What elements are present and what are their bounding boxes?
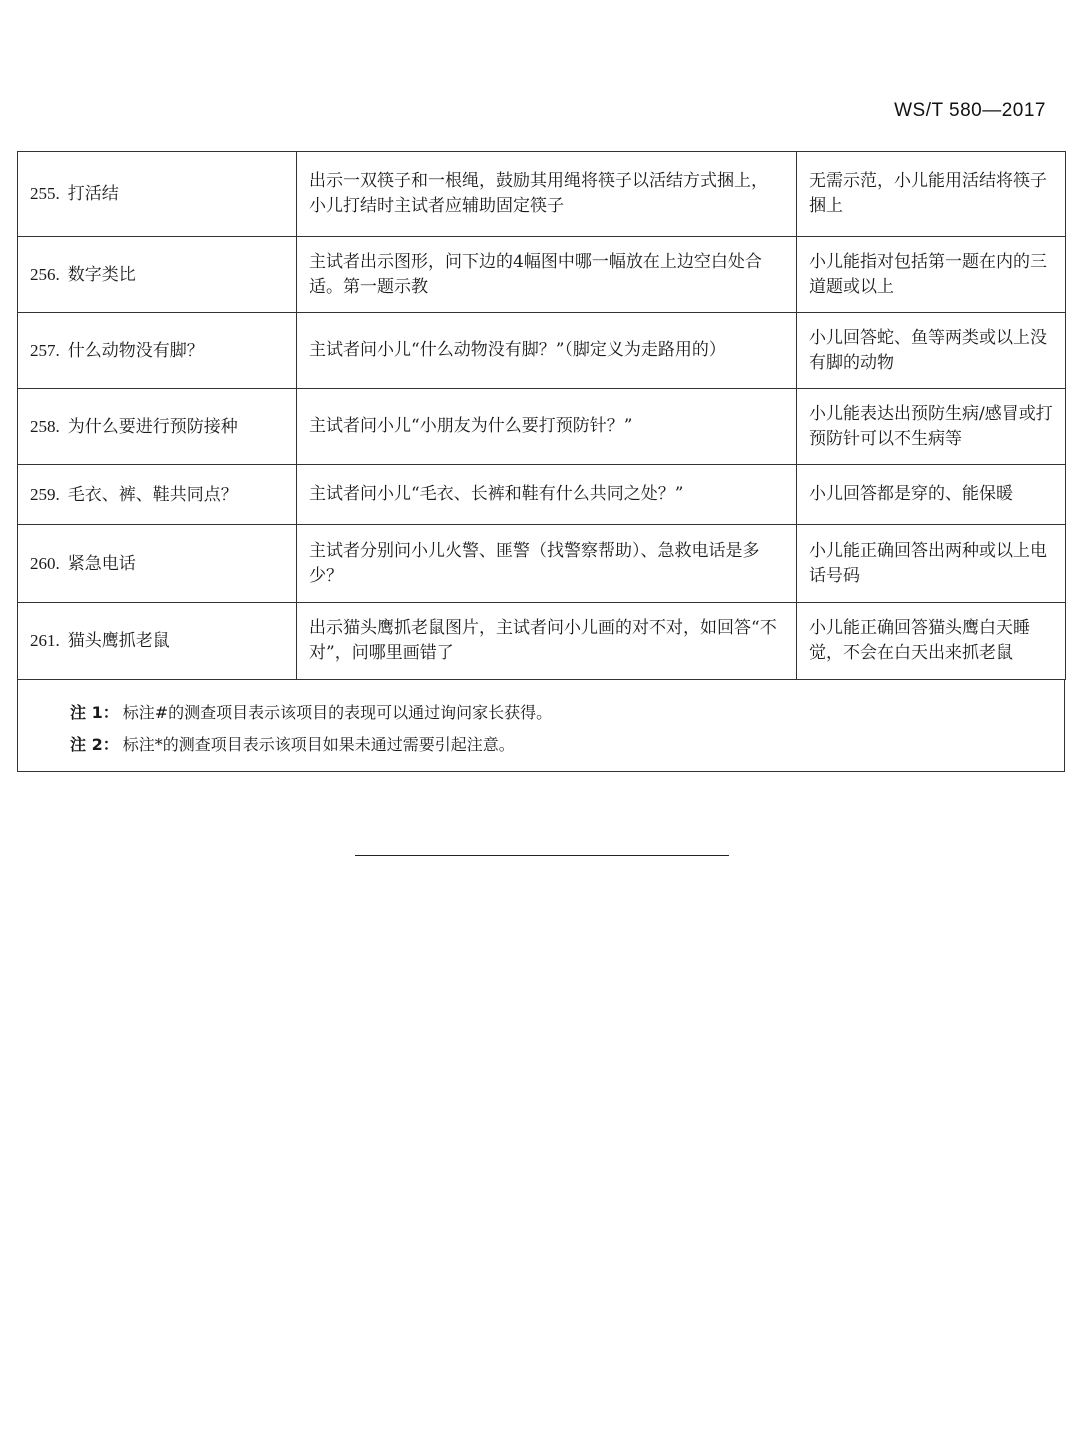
item-name: 为什么要进行预防接种 [67,416,238,437]
pass-criteria-cell: 小儿回答蛇、鱼等两类或以上没有脚的动物 [797,313,1066,389]
table-notes [17,680,1065,772]
item-number: 258. [30,416,60,436]
item-number: 256. [30,264,60,284]
end-of-document-rule [355,855,729,856]
item-name-cell [18,525,297,603]
item-name: 紧急电话 [67,553,136,574]
table-row [18,389,1066,465]
item-name: 数字类比 [67,264,136,285]
item-name: 什么动物没有脚？ [67,340,204,361]
table-row [18,237,1066,313]
item-number: 257. [30,340,60,360]
pass-criteria-cell: 小儿能正确回答猫头鹰白天睡觉，不会在白天出来抓老鼠 [797,603,1066,680]
note-label: 注 2： [70,735,119,754]
note-text: 标注*的测查项目表示该项目如果未通过需要引起注意。 [122,735,515,754]
item-name-cell [18,152,297,237]
item-name-cell [18,465,297,525]
test-method-cell: 出示猫头鹰抓老鼠图片，主试者问小儿画的对不对，如回答“不对”，问哪里画错了 [297,603,797,680]
item-name-cell [18,313,297,389]
table-row [18,465,1066,525]
item-number: 259. [30,484,60,504]
pass-criteria-cell: 小儿回答都是穿的、能保暖 [797,465,1066,525]
note-label: 注 1： [70,703,119,722]
test-method-cell: 主试者问小儿“什么动物没有脚？”（脚定义为走路用的） [297,313,797,389]
items-table-grid [17,151,1066,680]
test-items-table [17,151,1065,772]
pass-criteria-cell: 小儿能表达出预防生病/感冒或打预防针可以不生病等 [797,389,1066,465]
document-code: WS/T 580—2017 [894,100,1046,121]
item-number: 261. [30,631,60,650]
test-method-cell: 主试者问小儿“小朋友为什么要打预防针？” [297,389,797,465]
item-name: 打活结 [67,184,119,204]
note-line [70,729,1064,761]
pass-criteria-cell: 小儿能指对包括第一题在内的三道题或以上 [797,237,1066,313]
table-row [18,152,1066,237]
test-method-cell: 主试者分别问小儿火警、匪警（找警察帮助）、急救电话是多少？ [297,525,797,603]
item-name: 猫头鹰抓老鼠 [67,631,170,651]
test-method-cell: 主试者出示图形，问下边的4幅图中哪一幅放在上边空白处合适。第一题示教 [297,237,797,313]
item-name-cell [18,237,297,313]
table-row [18,603,1066,680]
pass-criteria-cell: 无需示范，小儿能用活结将筷子捆上 [797,152,1066,237]
test-method-cell: 出示一双筷子和一根绳，鼓励其用绳将筷子以活结方式捆上，小儿打结时主试者应辅助固定筷子 [297,152,797,237]
item-name-cell [18,389,297,465]
test-method-cell: 主试者问小儿“毛衣、长裤和鞋有什么共同之处？” [297,465,797,525]
note-text: 标注#的测查项目表示该项目的表现可以通过询问家长获得。 [122,703,553,722]
item-number: 255. [30,184,60,203]
table-row [18,313,1066,389]
pass-criteria-cell: 小儿能正确回答出两种或以上电话号码 [797,525,1066,603]
table-row [18,525,1066,603]
item-name-cell [18,603,297,680]
item-number: 260. [30,553,60,573]
item-name: 毛衣、裤、鞋共同点？ [67,484,238,505]
note-line [70,697,1064,729]
